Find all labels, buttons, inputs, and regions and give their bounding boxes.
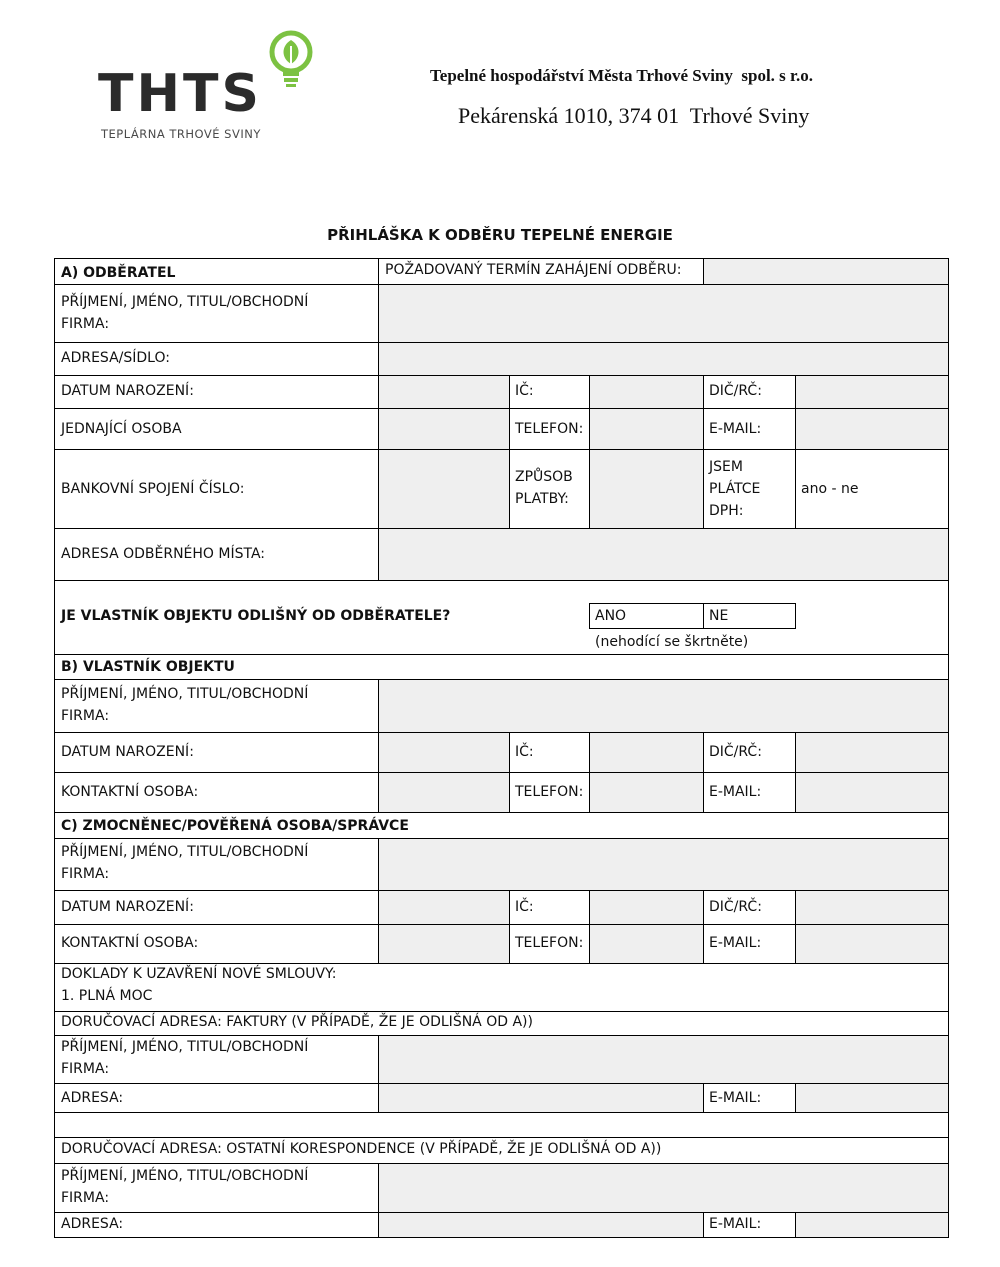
section-c-heading: C) ZMOCNĚNEC/POVĚŘENÁ OSOBA/SPRÁVCE [61,818,409,834]
section-a-heading: A) ODBĚRATEL [61,265,176,281]
owner-no-label: NE [709,608,729,624]
inv-email-field[interactable] [795,1083,949,1113]
corr-email-field[interactable] [795,1212,949,1238]
a-email-field[interactable] [795,408,949,450]
section-b-heading: B) VLASTNÍK OBJEKTU [61,659,235,675]
documents-item-1: 1. PLNÁ MOC [61,988,153,1004]
a-person-label: JEDNAJÍCÍ OSOBA [61,421,182,437]
a-name-field[interactable] [378,284,949,343]
a-vat-value: ano - ne [801,481,859,497]
b-email-label: E-MAIL: [709,784,762,800]
a-ic-field[interactable] [589,375,704,409]
b-email-field[interactable] [795,772,949,813]
c-name-label-2: FIRMA: [61,866,110,882]
a-dic-label: DIČ/RČ: [709,383,762,399]
a-vat-label: JSEM [709,459,743,475]
c-name-field[interactable] [378,838,949,891]
a-bank-label: BANKOVNÍ SPOJENÍ ČÍSLO: [61,481,245,497]
c-dic-field[interactable] [795,890,949,925]
c-name-label: PŘÍJMENÍ, JMÉNO, TITUL/OBCHODNÍ [61,844,309,860]
a-phone-field[interactable] [589,408,704,450]
c-contact-label: KONTAKTNÍ OSOBA: [61,935,199,951]
b-dic-field[interactable] [795,732,949,773]
a-payment-field[interactable] [589,449,704,529]
b-birth-field[interactable] [378,732,510,773]
documents-label: DOKLADY K UZAVŘENÍ NOVÉ SMLOUVY: [61,966,337,982]
a-site-field[interactable] [378,528,949,581]
inv-address-label: ADRESA: [61,1090,124,1106]
corr-name-label-2: FIRMA: [61,1190,110,1206]
logo-tagline: TEPLÁRNA TRHOVÉ SVINY [101,127,261,141]
b-ic-label: IČ: [515,744,534,760]
form-title: PŘIHLÁŠKA K ODBĚRU TEPELNÉ ENERGIE [327,226,673,244]
inv-name-label: PŘÍJMENÍ, JMÉNO, TITUL/OBCHODNÍ [61,1039,309,1055]
a-name-label: PŘÍJMENÍ, JMÉNO, TITUL/OBCHODNÍ [61,294,309,310]
corr-address-field[interactable] [378,1212,704,1238]
a-address-label: ADRESA/SÍDLO: [61,350,170,366]
a-name-label-2: FIRMA: [61,316,110,332]
corr-email-label: E-MAIL: [709,1216,762,1232]
a-address-field[interactable] [378,342,949,376]
c-contact-field[interactable] [378,924,510,964]
corr-name-label: PŘÍJMENÍ, JMÉNO, TITUL/OBCHODNÍ [61,1168,309,1184]
start-date-field[interactable] [703,258,949,285]
b-name-label-2: FIRMA: [61,708,110,724]
company-name: Tepelné hospodářství Města Trhové Sviny spol. s r.o. [430,66,814,85]
corr-address-label: ADRESA: [61,1216,124,1232]
spacer-row [54,1112,949,1138]
owner-question-note: (nehodící se škrtněte) [595,634,749,650]
b-contact-label: KONTAKTNÍ OSOBA: [61,784,199,800]
b-phone-label: TELEFON: [515,784,584,800]
c-phone-field[interactable] [589,924,704,964]
b-dic-label: DIČ/RČ: [709,744,762,760]
c-phone-label: TELEFON: [515,935,584,951]
a-person-field[interactable] [378,408,510,450]
b-name-field[interactable] [378,679,949,733]
owner-question-text: JE VLASTNÍK OBJEKTU ODLIŠNÝ OD ODBĚRATELE? [61,608,451,624]
owner-yes-label: ANO [595,608,627,624]
inv-email-label: E-MAIL: [709,1090,762,1106]
b-phone-field[interactable] [589,772,704,813]
c-email-label: E-MAIL: [709,935,762,951]
a-birth-label: DATUM NAROZENÍ: [61,383,194,399]
b-contact-field[interactable] [378,772,510,813]
logo-mark: THTS [98,64,262,124]
a-vat-label-2: PLÁTCE [709,481,761,497]
c-birth-field[interactable] [378,890,510,925]
invoice-address-heading: DORUČOVACÍ ADRESA: FAKTURY (V PŘÍPADĚ, ŽE JE ODLIŠNÁ OD A)) [61,1014,533,1030]
c-ic-field[interactable] [589,890,704,925]
c-ic-label: IČ: [515,899,534,915]
inv-name-field[interactable] [378,1035,949,1084]
a-phone-label: TELEFON: [515,421,584,437]
b-name-label: PŘÍJMENÍ, JMÉNO, TITUL/OBCHODNÍ [61,686,309,702]
a-vat-label-3: DPH: [709,503,744,519]
a-ic-label: IČ: [515,383,534,399]
b-ic-field[interactable] [589,732,704,773]
a-site-label: ADRESA ODBĚRNÉHO MÍSTA: [61,546,266,562]
a-payment-label-2: PLATBY: [515,491,569,507]
c-birth-label: DATUM NAROZENÍ: [61,899,194,915]
inv-address-field[interactable] [378,1083,704,1113]
company-address: Pekárenská 1010, 374 01 Trhové Sviny [458,103,810,128]
c-dic-label: DIČ/RČ: [709,899,762,915]
a-dic-field[interactable] [795,375,949,409]
a-payment-label: ZPŮSOB [515,469,573,485]
c-email-field[interactable] [795,924,949,964]
a-birth-field[interactable] [378,375,510,409]
a-email-label: E-MAIL: [709,421,762,437]
inv-name-label-2: FIRMA: [61,1061,110,1077]
a-bank-field[interactable] [378,449,510,529]
start-date-label: POŽADOVANÝ TERMÍN ZAHÁJENÍ ODBĚRU: [385,262,682,278]
corr-name-field[interactable] [378,1163,949,1213]
b-birth-label: DATUM NAROZENÍ: [61,744,194,760]
corr-address-heading: DORUČOVACÍ ADRESA: OSTATNÍ KORESPONDENCE (V PŘÍPADĚ, ŽE JE ODLIŠNÁ OD A)) [61,1141,662,1157]
